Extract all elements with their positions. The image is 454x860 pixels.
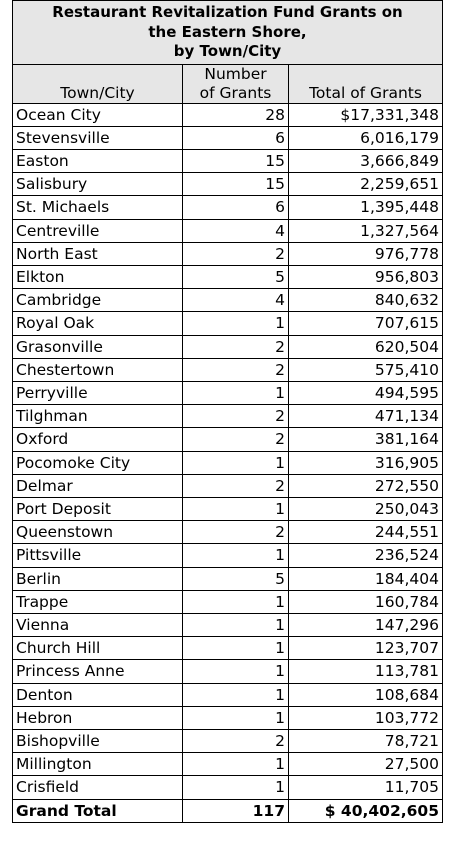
table-row — [13, 149, 443, 172]
table-row — [13, 637, 443, 660]
table-row — [13, 103, 443, 126]
grants-cell: 1 — [183, 544, 289, 567]
town-cell: Salisbury — [13, 173, 183, 196]
table-row — [13, 405, 443, 428]
grants-cell: 1 — [183, 637, 289, 660]
town-cell: Perryville — [13, 381, 183, 404]
grants-cell: 1 — [183, 312, 289, 335]
town-cell: Pittsville — [13, 544, 183, 567]
total-cell: 184,404 — [289, 567, 443, 590]
table-row — [13, 474, 443, 497]
column-header-row — [13, 64, 443, 103]
table-row — [13, 706, 443, 729]
town-cell: St. Michaels — [13, 196, 183, 219]
table-row — [13, 729, 443, 752]
table-row — [13, 358, 443, 381]
grants-cell: 2 — [183, 474, 289, 497]
total-cell: 11,705 — [289, 776, 443, 799]
total-cell: 1,327,564 — [289, 219, 443, 242]
grants-cell: 6 — [183, 126, 289, 149]
total-cell: 707,615 — [289, 312, 443, 335]
town-cell: North East — [13, 242, 183, 265]
title-line-1: Restaurant Revitalization Fund Grants on — [52, 3, 403, 21]
total-cell: 250,043 — [289, 497, 443, 520]
town-cell: Chestertown — [13, 358, 183, 381]
table-row — [13, 544, 443, 567]
grand-total-amount: $ 40,402,605 — [289, 799, 443, 822]
grants-cell: 1 — [183, 660, 289, 683]
table-row — [13, 242, 443, 265]
grants-cell: 1 — [183, 683, 289, 706]
table-row — [13, 613, 443, 636]
total-cell: 316,905 — [289, 451, 443, 474]
total-cell: 27,500 — [289, 753, 443, 776]
total-cell: 976,778 — [289, 242, 443, 265]
table-row — [13, 335, 443, 358]
total-cell: 1,395,448 — [289, 196, 443, 219]
table-row — [13, 521, 443, 544]
grants-cell: 2 — [183, 428, 289, 451]
column-header-town: Town/City — [13, 64, 183, 103]
grants-cell: 2 — [183, 521, 289, 544]
grants-cell: 28 — [183, 103, 289, 126]
table-row — [13, 219, 443, 242]
table-row — [13, 428, 443, 451]
town-cell: Grasonville — [13, 335, 183, 358]
grants-cell: 15 — [183, 149, 289, 172]
total-cell: 244,551 — [289, 521, 443, 544]
total-cell: 78,721 — [289, 729, 443, 752]
column-header-grants-line2: of Grants — [199, 83, 272, 102]
town-cell: Tilghman — [13, 405, 183, 428]
grand-total-label: Grand Total — [13, 799, 183, 822]
town-cell: Hebron — [13, 706, 183, 729]
town-cell: Denton — [13, 683, 183, 706]
town-cell: Cambridge — [13, 289, 183, 312]
column-header-grants — [183, 64, 289, 103]
table-row — [13, 590, 443, 613]
table-row — [13, 381, 443, 404]
town-cell: Millington — [13, 753, 183, 776]
town-cell: Berlin — [13, 567, 183, 590]
town-cell: Oxford — [13, 428, 183, 451]
town-cell: Royal Oak — [13, 312, 183, 335]
grand-total-grants: 117 — [183, 799, 289, 822]
town-cell: Easton — [13, 149, 183, 172]
total-cell: 2,259,651 — [289, 173, 443, 196]
grants-cell: 5 — [183, 567, 289, 590]
town-cell: Ocean City — [13, 103, 183, 126]
total-cell: 113,781 — [289, 660, 443, 683]
grants-cell: 1 — [183, 381, 289, 404]
town-cell: Stevensville — [13, 126, 183, 149]
town-cell: Delmar — [13, 474, 183, 497]
grants-cell: 1 — [183, 706, 289, 729]
town-cell: Elkton — [13, 265, 183, 288]
grants-cell: 1 — [183, 613, 289, 636]
town-cell: Queenstown — [13, 521, 183, 544]
title-line-2: the Eastern Shore, — [148, 22, 307, 41]
town-cell: Centreville — [13, 219, 183, 242]
title-line-3: by Town/City — [173, 42, 282, 60]
total-cell: 6,016,179 — [289, 126, 443, 149]
grants-cell: 5 — [183, 265, 289, 288]
grants-cell: 1 — [183, 776, 289, 799]
total-cell: 620,504 — [289, 335, 443, 358]
table-row — [13, 660, 443, 683]
total-cell: 123,707 — [289, 637, 443, 660]
table-row — [13, 126, 443, 149]
town-cell: Vienna — [13, 613, 183, 636]
town-cell: Crisfield — [13, 776, 183, 799]
table-row — [13, 173, 443, 196]
grants-table — [12, 0, 443, 823]
total-cell: 103,772 — [289, 706, 443, 729]
grants-cell: 1 — [183, 590, 289, 613]
grants-cell: 1 — [183, 753, 289, 776]
total-cell: 147,296 — [289, 613, 443, 636]
table-body — [13, 103, 443, 799]
town-cell: Pocomoke City — [13, 451, 183, 474]
grants-cell: 2 — [183, 335, 289, 358]
table-row — [13, 265, 443, 288]
column-header-total: Total of Grants — [289, 64, 443, 103]
total-cell: 236,524 — [289, 544, 443, 567]
total-cell: 840,632 — [289, 289, 443, 312]
table-row — [13, 567, 443, 590]
total-cell: 272,550 — [289, 474, 443, 497]
table-title — [13, 1, 443, 65]
grants-cell: 2 — [183, 358, 289, 381]
total-cell: 160,784 — [289, 590, 443, 613]
grants-cell: 2 — [183, 729, 289, 752]
table-row — [13, 497, 443, 520]
total-cell: 575,410 — [289, 358, 443, 381]
table-row — [13, 683, 443, 706]
grand-total-row — [13, 799, 443, 822]
table-row — [13, 451, 443, 474]
table-row — [13, 196, 443, 219]
grants-table-container — [12, 0, 442, 823]
town-cell: Church Hill — [13, 637, 183, 660]
total-cell: 471,134 — [289, 405, 443, 428]
grants-cell: 4 — [183, 289, 289, 312]
grants-cell: 4 — [183, 219, 289, 242]
total-cell: 3,666,849 — [289, 149, 443, 172]
table-row — [13, 289, 443, 312]
column-header-grants-line1: Number — [204, 64, 267, 83]
grants-cell: 1 — [183, 497, 289, 520]
grants-cell: 15 — [183, 173, 289, 196]
total-cell: $17,331,348 — [289, 103, 443, 126]
total-cell: 108,684 — [289, 683, 443, 706]
grants-cell: 2 — [183, 405, 289, 428]
total-cell: 956,803 — [289, 265, 443, 288]
town-cell: Bishopville — [13, 729, 183, 752]
town-cell: Port Deposit — [13, 497, 183, 520]
total-cell: 381,164 — [289, 428, 443, 451]
table-row — [13, 312, 443, 335]
town-cell: Princess Anne — [13, 660, 183, 683]
grants-cell: 2 — [183, 242, 289, 265]
table-row — [13, 753, 443, 776]
table-row — [13, 776, 443, 799]
total-cell: 494,595 — [289, 381, 443, 404]
grants-cell: 6 — [183, 196, 289, 219]
town-cell: Trappe — [13, 590, 183, 613]
grants-cell: 1 — [183, 451, 289, 474]
